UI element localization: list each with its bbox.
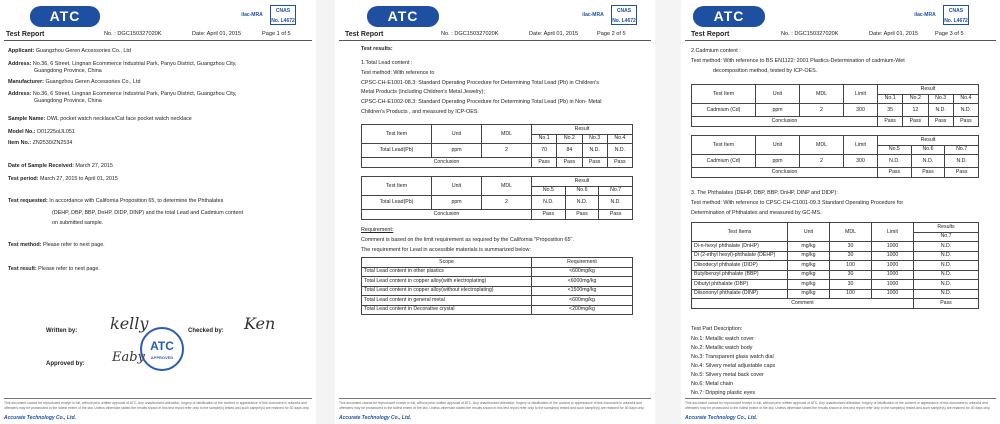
cell: Conclusion [362, 210, 532, 220]
col-header: No.6 [565, 186, 599, 196]
cell: Total Lead content in copper alloy(without electroplating) [362, 286, 532, 296]
written-signature: kelly [110, 314, 149, 333]
report-number: No. : DGC150327020K [441, 31, 499, 37]
cell: Conclusion [692, 168, 878, 178]
cell: 2 [482, 144, 532, 158]
col-header: Limit [844, 136, 878, 155]
ilac-mra-logo: ilac-MRA [914, 12, 936, 18]
cell: 300 [844, 155, 878, 168]
requirement-heading: Requirement: [361, 227, 394, 233]
cnas-logo: CNAS No. L4672 [611, 5, 637, 25]
footer-company: Accurate Technology Co., Ltd. [685, 414, 758, 421]
cell: Pass [532, 158, 557, 168]
cell: 70 [532, 144, 557, 158]
table-row [362, 196, 633, 210]
requirement-table [361, 257, 633, 315]
col-header: MDL [830, 223, 872, 242]
col-header: No.2 [903, 94, 928, 104]
cell: Pass [582, 158, 607, 168]
cell: Pass [599, 210, 633, 220]
cell: N.D. [565, 196, 599, 210]
lead-method-line-2: CPSC-CH-E1001-08.3: Standard Operating Procedure for Determining Total Lead (Pb) in Children's [361, 80, 599, 86]
checked-signature: Ken [244, 314, 276, 333]
cell: 35 [878, 104, 903, 117]
ilac-mra-logo: ilac-MRA [582, 12, 604, 18]
cadmium-heading: 2.Cadmium content : [691, 48, 741, 54]
lead-method-line-3: Metal Products (Including Children's Metal Jewelry); [361, 89, 485, 95]
phthalates-table [691, 222, 979, 309]
cell: Pass [928, 117, 953, 127]
col-header: Unit [432, 125, 482, 144]
list-item: No.4: Silvery metal adjustable caps [691, 363, 776, 369]
report-number: No. : DGC150327020K [104, 31, 162, 37]
cell: 1000 [872, 270, 914, 280]
cell: 1000 [872, 251, 914, 261]
lead-result-table-1 [361, 124, 633, 168]
list-item: No.2: Metallic watch body [691, 345, 753, 351]
footer-disclaimer: This document cannot be reproduced except in full, without prior written approval of ATC. Any unauthorized alteration, forgery or falsification of the content or appearance of this document is unlawful and offenders may be prosecuted to the fullest extent of the law. Unless otherwise stated the results shown in this test report refer only to the sample(s) tested and such sample(s) are retained for 30 days only. [685, 398, 996, 410]
cell: Conclusion [362, 158, 532, 168]
table-row [692, 280, 979, 290]
cell: Diisononyl phthalate (DINP) [692, 289, 788, 299]
table-row [692, 242, 979, 252]
col-header: Test Item [362, 125, 432, 144]
cell: N.D. [953, 104, 978, 117]
list-item: No.7: Dripping plastic eyes [691, 390, 756, 396]
requested-row-2: (DEHP, DBP, BBP, DnHP, DIDP, DINP) and the total Lead and Cadmium content [52, 210, 243, 216]
report-title: Test Report [691, 31, 730, 38]
col-header: No.1 [532, 134, 557, 144]
cell: mg/kg [788, 270, 830, 280]
table-row [362, 277, 633, 287]
cell: 84 [557, 144, 582, 158]
cell: 300 [844, 104, 878, 117]
header-divider [4, 40, 312, 41]
requirement-line-2: The requirement for Lead in accessible materials is summarized below: [361, 247, 531, 253]
col-header: No.4 [607, 134, 632, 144]
manufacturer-address-row: Address: No.36, 6 Street, Lingnan Ecommerce Industrial Park, Panyu District, Guangzhou City, [8, 91, 237, 97]
cell: N.D. [914, 270, 979, 280]
cadmium-method-line-2: decomposition method, tested by ICP-OES. [713, 68, 818, 74]
written-by-label: Written by: [46, 328, 78, 334]
col-header: Unit [432, 177, 482, 196]
cell: <6000mg/kg [532, 277, 633, 287]
phthalates-method-line-2: Determination of Phthalates and measured by GC-MS. [691, 210, 822, 216]
col-header: No.6 [911, 145, 945, 155]
cell: Pass [903, 117, 928, 127]
cell: N.D. [914, 261, 979, 271]
report-header [6, 30, 312, 39]
cell: ppm [432, 196, 482, 210]
table-row [692, 261, 979, 271]
col-header: Result [878, 136, 979, 146]
method-row: Test method: Please refer to next page. [8, 242, 105, 248]
cell: 1000 [872, 280, 914, 290]
col-header: MDL [482, 177, 532, 196]
requested-row-3: on submitted sample. [52, 220, 104, 226]
cell: Diisodecyl phthalate (DIDP) [692, 261, 788, 271]
report-page-2 [335, 0, 655, 424]
col-header: Test Items [692, 223, 788, 242]
col-header: No.2 [557, 134, 582, 144]
report-header [691, 30, 997, 39]
cell: <200mg/kg [532, 305, 633, 315]
cell: N.D. [914, 251, 979, 261]
approved-by-label: Approved by: [46, 361, 85, 367]
requirement-line-1: Comment is based on the limit requirement as required by the California "Proposition 65". [361, 237, 574, 243]
report-date: Date: April 01, 2015 [529, 31, 579, 37]
cell: Comment [692, 299, 914, 309]
cell: ppm [432, 144, 482, 158]
col-header: MDL [482, 125, 532, 144]
col-header: Result [878, 85, 979, 95]
approved-signature: Eaby [112, 350, 145, 365]
period-row: Test period: March 27, 2015 to April 01, 2015 [8, 176, 118, 182]
lead-result-table-2 [361, 176, 633, 220]
lead-method-line-5: Children's Products , and measured by ICP-OES. [361, 109, 479, 115]
header-divider [339, 40, 651, 41]
cell: Pass [953, 117, 978, 127]
cnas-logo: CNAS No. L4672 [270, 5, 296, 25]
col-header: No.5 [532, 186, 566, 196]
list-item: No.5: Silvery metal back cover [691, 372, 764, 378]
atc-logo: ATC [30, 6, 100, 27]
table-row [362, 286, 633, 296]
cell: 30 [830, 270, 872, 280]
conclusion-row [362, 210, 633, 220]
conclusion-row [692, 117, 979, 127]
cell: Total Lead(Pb) [362, 144, 432, 158]
cell: 2 [482, 196, 532, 210]
table-row [692, 251, 979, 261]
footer-company: Accurate Technology Co., Ltd. [339, 414, 412, 421]
report-title: Test Report [345, 31, 384, 38]
cell: N.D. [914, 242, 979, 252]
col-header: No.4 [953, 94, 978, 104]
col-header: No.7 [945, 145, 979, 155]
col-header: Unit [756, 136, 800, 155]
atc-logo: ATC [693, 6, 765, 27]
cell: Pass [565, 210, 599, 220]
header-divider [685, 40, 996, 41]
col-header: Limit [844, 85, 878, 104]
cell: 100 [830, 261, 872, 271]
applicant-row: Applicant: Guangzhou Geren Accessories Co., Ltd [8, 48, 131, 54]
phthalates-heading: 3. The Phthalates (DEHP, DBP, BBP, DnHP, DINP and DIDP): [691, 190, 838, 196]
cell: Butylbenzyl phthalate (BBP) [692, 270, 788, 280]
cell: 1000 [872, 242, 914, 252]
report-header [345, 30, 651, 39]
cell: mg/kg [788, 251, 830, 261]
test-part-heading: Test Part Description: [691, 326, 743, 332]
cell: N.D. [914, 289, 979, 299]
page-number: Page 2 of 5 [597, 31, 626, 37]
col-header: No.7 [599, 186, 633, 196]
cadmium-result-table-1 [691, 84, 979, 127]
cell: N.D. [599, 196, 633, 210]
cell: Total Lead content in copper alloy(with electroplating) [362, 277, 532, 287]
cell: mg/kg [788, 289, 830, 299]
cell: Total Lead content in general metal [362, 296, 532, 306]
cell: Total Lead(Pb) [362, 196, 432, 210]
table-row [362, 144, 633, 158]
table-row [362, 296, 633, 306]
page-number: Page 3 of 5 [935, 31, 964, 37]
cell: 30 [830, 280, 872, 290]
col-header: No.3 [928, 94, 953, 104]
col-header: Test Item [692, 136, 756, 155]
cell: 2 [800, 104, 844, 117]
checked-by-label: Checked by: [188, 328, 224, 334]
col-header: Result [532, 125, 633, 135]
sample-name-row: Sample Name: OWL pocket watch necklace/Cat face pocket watch necklace [8, 116, 192, 122]
cell: mg/kg [788, 280, 830, 290]
cell: Di (2-ethyl hexyl)-phthalate (DEHP) [692, 251, 788, 261]
comment-row [692, 299, 979, 309]
cell: 100 [830, 289, 872, 299]
cell: 30 [830, 242, 872, 252]
cell: Total Lead content in other plastics [362, 267, 532, 277]
page-number: Page 1 of 5 [262, 31, 291, 37]
footer-disclaimer: This document cannot be reproduced except in full, without prior written approval of ATC. Any unauthorized alteration, forgery or falsification of the content or appearance of this document is unlawful and offenders may be prosecuted to the fullest extent of the law. Unless otherwise stated the results shown in this test report refer only to the sample(s) tested and such sample(s) are retained for 30 days only. [4, 398, 312, 410]
report-date: Date: April 01, 2015 [869, 31, 919, 37]
result-row: Test result: Please refer to next page. [8, 266, 100, 272]
col-header: Limit [872, 223, 914, 242]
cell: Pass [911, 168, 945, 178]
cell: Cadmium (Cd) [692, 104, 756, 117]
cell: 30 [830, 251, 872, 261]
col-header: Requirement [532, 258, 633, 268]
col-header: Test Item [362, 177, 432, 196]
cell: N.D. [878, 155, 912, 168]
lead-heading: 1.Total Lead content : [361, 60, 413, 66]
ilac-mra-logo: ilac-MRA [241, 12, 263, 18]
report-title: Test Report [6, 31, 45, 38]
list-item: No.1: Metallic watch cover [691, 336, 754, 342]
section-heading: Test results: [361, 46, 393, 52]
cell: Pass [532, 210, 566, 220]
cell: Pass [878, 117, 903, 127]
received-row: Date of Sample Received: March 27, 2015 [8, 163, 113, 169]
cell: Cadmium (Cd) [692, 155, 756, 168]
cell: 1000 [872, 261, 914, 271]
report-date: Date: April 01, 2015 [192, 31, 242, 37]
footer-company: Accurate Technology Co., Ltd. [4, 414, 77, 421]
phthalates-method-line-1: Test method: With reference to CPSC-CH-C1001-09.3 Standard Operating Procedure for [691, 200, 904, 206]
cell: ppm [756, 104, 800, 117]
col-header: Scope [362, 258, 532, 268]
cell: <600mg/kg [532, 267, 633, 277]
cell: Pass [607, 158, 632, 168]
col-header: Results [914, 223, 979, 233]
cell: 12 [903, 104, 928, 117]
conclusion-row [692, 168, 979, 178]
cell: Pass [914, 299, 979, 309]
cell: 1000 [872, 289, 914, 299]
cadmium-result-table-2 [691, 135, 979, 178]
cell: N.D. [928, 104, 953, 117]
conclusion-row [362, 158, 633, 168]
col-header: Result [532, 177, 633, 187]
col-header: No.3 [582, 134, 607, 144]
footer-disclaimer: This document cannot be reproduced except in full, without prior written approval of ATC. Any unauthorized alteration, forgery or falsification of the content or appearance of this document is unlawful and offenders may be prosecuted to the fullest extent of the law. Unless otherwise stated the results shown in this test report refer only to the sample(s) tested and such sample(s) are retained for 30 days only. [339, 398, 651, 410]
report-page-3 [681, 0, 1000, 424]
cell: Di-n-hexyl phthalate (DnHP) [692, 242, 788, 252]
report-number: No. : DGC150327020K [781, 31, 839, 37]
cell: Dibutyl phthalate (DBP) [692, 280, 788, 290]
cell: Pass [878, 168, 912, 178]
table-row [362, 267, 633, 277]
cadmium-method-line-1: Test method: With reference to BS EN1122: 2001 Plastics-Determination of cadmium-Wet [691, 58, 905, 64]
table-row [692, 104, 979, 117]
cnas-logo: CNAS No. L4672 [943, 5, 969, 25]
atc-approval-stamp: ATC APPROVED [140, 327, 184, 371]
table-row [362, 305, 633, 315]
lead-method-line-4: CPSC-CH-E1002-08.3: Standard Operating Procedure for Determining Total Lead (Pb) in Non- Metal [361, 99, 602, 105]
table-row [692, 155, 979, 168]
cell: Pass [557, 158, 582, 168]
table-row [692, 270, 979, 280]
cell: mg/kg [788, 242, 830, 252]
atc-logo: ATC [367, 6, 439, 27]
address-row-2: Guangdong Province, China [34, 68, 102, 74]
cell: Conclusion [692, 117, 878, 127]
cell: N.D. [532, 196, 566, 210]
cell: N.D. [911, 155, 945, 168]
cell: N.D. [945, 155, 979, 168]
table-row [692, 289, 979, 299]
col-header: MDL [800, 136, 844, 155]
cell: <1500mg/kg [532, 286, 633, 296]
col-header: MDL [800, 85, 844, 104]
cell: Pass [945, 168, 979, 178]
col-header: No.1 [878, 94, 903, 104]
model-row: Model No.: D01225olJL051 [8, 129, 75, 135]
cell: Total Lead content in Decorative crystal [362, 305, 532, 315]
col-header: No.7 [914, 232, 979, 242]
cell: N.D. [582, 144, 607, 158]
cell: <600mg/kg [532, 296, 633, 306]
cell: ppm [756, 155, 800, 168]
cell: N.D. [914, 280, 979, 290]
lead-method-line-1: Test method: With reference to [361, 70, 435, 76]
requested-row: Test requested: In accordance with California Proposition 65, to determine the Phthalates [8, 198, 224, 204]
col-header: Unit [788, 223, 830, 242]
address-row: Address: No.36, 6 Street, Lingnan Ecommerce Industrial Park, Panyu District, Guangzhou City, [8, 61, 237, 67]
list-item: No.3: Transparent glass watch dial [691, 354, 774, 360]
col-header: Unit [756, 85, 800, 104]
cell: mg/kg [788, 261, 830, 271]
cell: 2 [800, 155, 844, 168]
list-item: No.6: Metal chain [691, 381, 733, 387]
col-header: No.5 [878, 145, 912, 155]
col-header: Test Item [692, 85, 756, 104]
report-page-1 [0, 0, 316, 424]
manufacturer-address-row-2: Guangdong Province, China [34, 98, 102, 104]
manufacturer-row: Manufacturer: Guangzhou Geren Accessories Co., Ltd [8, 79, 141, 85]
cell: N.D. [607, 144, 632, 158]
item-row: Item No.: ZN2530/ZN2534 [8, 140, 73, 146]
